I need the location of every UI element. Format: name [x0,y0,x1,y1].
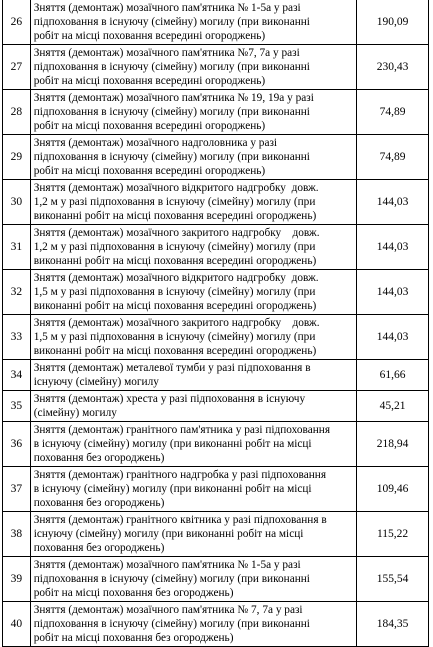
row-number: 31 [3,225,31,270]
table-row [3,602,429,647]
description-line: виконанні робіт на місці поховання всередині огороджень) [33,255,317,267]
row-number: 38 [3,512,31,557]
row-number: 29 [3,135,31,180]
description-line: в існуючу (сімейну) могилу (при виконанні робіт на місці [33,483,312,495]
service-description [30,315,356,360]
description-line: існуючу (сімейну) могилу (при виконанні робіт на місці [33,528,304,540]
service-price: 230,43 [357,45,429,90]
row-number: 28 [3,90,31,135]
table-row [3,391,429,422]
service-price: 184,35 [357,602,429,647]
service-description [30,391,356,422]
table-row [3,270,429,315]
table-row [3,0,429,45]
service-price: 115,22 [357,512,429,557]
description-line: Зняття (демонтаж) мозаїчного закритого надгробку довж. [33,227,320,239]
table-row [3,512,429,557]
row-number: 39 [3,557,31,602]
price-table-body [3,0,429,647]
description-line: існуючу (сімейну) могилу [33,376,159,388]
description-line: Зняття (демонтаж) мозаїчного пам'ятника № 1-5а у разі [33,2,301,14]
service-price: 155,54 [357,557,429,602]
service-price: 109,46 [357,467,429,512]
description-line: Зняття (демонтаж) гранітного квітника у разі підпоховання в [33,514,327,526]
description-line: 1,2 м у разі підпоховання в існуючу (сімейну) могилу (при [33,196,316,208]
table-row [3,360,429,391]
service-description [30,467,356,512]
table-row [3,315,429,360]
service-description [30,45,356,90]
service-description [30,360,356,391]
description-line: Зняття (демонтаж) хреста у разі підпоховання в існуючу [33,393,306,405]
description-line: робіт на місці поховання всередині огороджень) [33,30,266,42]
table-row [3,557,429,602]
description-line: Зняття (демонтаж) гранітного надгробка у разі підпоховання [33,469,327,481]
description-line: Зняття (демонтаж) мозаїчного пам'ятника №7, 7а у разі [33,47,300,59]
service-description [30,602,356,647]
row-number: 36 [3,422,31,467]
service-description [30,512,356,557]
row-number: 34 [3,360,31,391]
description-line: робіт на місці поховання всередині огороджень) [33,120,266,132]
row-number: 33 [3,315,31,360]
service-description [30,180,356,225]
description-line: Зняття (демонтаж) металевої тумби у разі підпоховання в [33,362,311,374]
service-description [30,0,356,45]
description-line: підпоховання в існуючу (сімейну) могилу (при виконанні [33,573,310,585]
service-price: 74,89 [357,90,429,135]
description-line: поховання без огороджень) [33,497,165,509]
service-description [30,90,356,135]
row-number: 30 [3,180,31,225]
service-price: 144,03 [357,225,429,270]
description-line: 1,5 м у разі підпоховання в існуючу (сімейну) могилу (при [33,286,316,298]
description-line: поховання без огороджень) [33,452,165,464]
service-price: 190,09 [357,0,429,45]
row-number: 27 [3,45,31,90]
table-row [3,180,429,225]
service-description [30,557,356,602]
table-row [3,422,429,467]
row-number: 32 [3,270,31,315]
table-row [3,135,429,180]
description-line: виконанні робіт на місці поховання всередині огороджень) [33,210,317,222]
table-row [3,90,429,135]
description-line: підпоховання в існуючу (сімейну) могилу (при виконанні [33,61,310,73]
description-line: робіт на місці поховання без огороджень) [33,632,234,644]
row-number: 37 [3,467,31,512]
description-line: робіт на місці поховання без огороджень) [33,587,234,599]
description-line: 1,2 м у разі підпоховання в існуючу (сімейну) могилу (при [33,241,316,253]
description-line: Зняття (демонтаж) мозаїчного пам'ятника № 7, 7а у разі [33,604,303,616]
description-line: Зняття (демонтаж) мозаїчного надголовника у разі [33,137,278,149]
service-description [30,225,356,270]
description-line: підпоховання в існуючу (сімейну) могилу (при виконанні [33,106,310,118]
row-number: 26 [3,0,31,45]
description-line: Зняття (демонтаж) мозаїчного відкритого надгробку довж. [33,182,319,194]
row-number: 40 [3,602,31,647]
table-row [3,467,429,512]
description-line: поховання без огороджень) [33,542,165,554]
description-line: підпоховання в існуючу (сімейну) могилу (при виконанні [33,618,310,630]
service-price: 45,21 [357,391,429,422]
description-line: робіт на місці поховання всередині огороджень) [33,165,266,177]
description-line: Зняття (демонтаж) мозаїчного пам'ятника № 1-5а у разі [33,559,301,571]
description-line: Зняття (демонтаж) мозаїчного закритого надгробку довж. [33,317,320,329]
description-line: виконанні робіт на місці поховання всередині огороджень) [33,345,317,357]
table-row [3,45,429,90]
description-line: 1,5 м у разі підпоховання в існуючу (сімейну) могилу (при [33,331,316,343]
service-description [30,135,356,180]
description-line: робіт на місці поховання всередині огороджень) [33,75,266,87]
description-line: підпоховання в існуючу (сімейну) могилу (при виконанні [33,151,310,163]
price-table [2,0,429,647]
description-line: виконанні робіт на місці поховання всередині огороджень) [33,300,317,312]
description-line: підпоховання в існуючу (сімейну) могилу (при виконанні [33,16,310,28]
service-price: 74,89 [357,135,429,180]
description-line: Зняття (демонтаж) мозаїчного відкритого надгробку довж. [33,272,319,284]
service-price: 218,94 [357,422,429,467]
service-description [30,270,356,315]
description-line: Зняття (демонтаж) гранітного пам'ятника у разі підпоховання [33,424,331,436]
description-line: (сімейну) могилу [33,407,117,419]
service-price: 61,66 [357,360,429,391]
row-number: 35 [3,391,31,422]
table-row [3,225,429,270]
service-description [30,422,356,467]
service-price: 144,03 [357,315,429,360]
service-price: 144,03 [357,270,429,315]
service-price: 144,03 [357,180,429,225]
description-line: Зняття (демонтаж) мозаїчного пам'ятника № 19, 19а у разі [33,92,314,104]
description-line: в існуючу (сімейну) могилу (при виконанні робіт на місці [33,438,312,450]
